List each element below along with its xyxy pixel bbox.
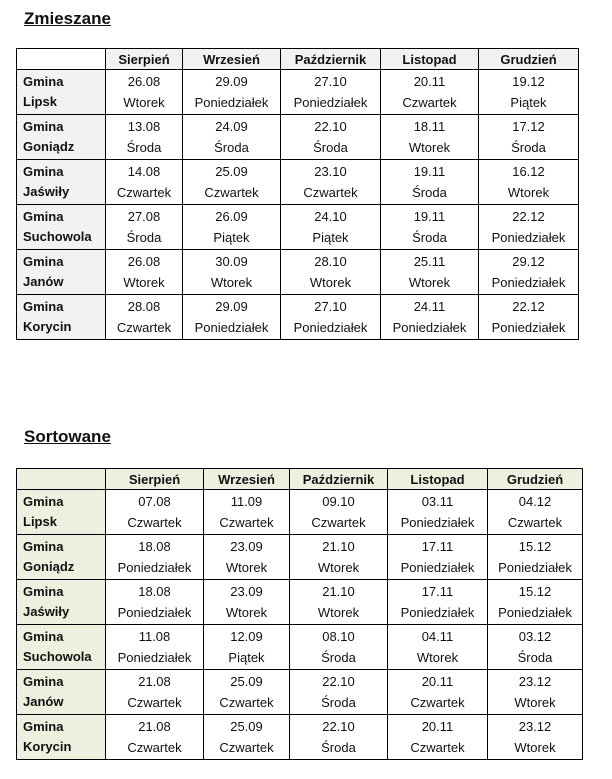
municipality-name: Korycin	[23, 739, 72, 754]
collection-date: 09.10	[322, 494, 355, 509]
month-header: Grudzień	[479, 49, 579, 70]
collection-cell	[290, 535, 388, 580]
collection-weekday: Poniedziałek	[491, 320, 566, 335]
collection-date: 23.12	[518, 719, 552, 734]
collection-cell	[281, 160, 381, 205]
collection-date: 22.10	[314, 119, 347, 134]
collection-cell	[290, 670, 388, 715]
month-header: Październik	[281, 49, 381, 70]
collection-weekday: Poniedziałek	[400, 560, 475, 575]
municipality-cell	[17, 535, 106, 580]
municipality-prefix: Gmina	[23, 629, 64, 644]
collection-cell	[488, 580, 583, 625]
collection-weekday: Wtorek	[317, 605, 360, 620]
collection-weekday: Poniedziałek	[491, 275, 566, 290]
collection-date: 28.08	[127, 299, 161, 314]
collection-date: 26.09	[215, 209, 248, 224]
municipality-prefix: Gmina	[23, 74, 64, 89]
municipality-name: Korycin	[23, 319, 72, 334]
collection-weekday: Poniedziałek	[498, 560, 572, 575]
collection-cell	[106, 160, 183, 205]
municipality-cell	[17, 670, 106, 715]
table-row	[17, 160, 579, 205]
schedule-table-sortowane	[16, 468, 583, 760]
collection-weekday: Piątek	[228, 650, 265, 665]
collection-weekday: Czwartek	[127, 695, 182, 710]
collection-cell	[388, 580, 488, 625]
table-row	[17, 70, 579, 115]
municipality-name: Suchowola	[23, 229, 92, 244]
collection-weekday: Środa	[412, 185, 447, 200]
municipality-cell	[17, 250, 106, 295]
table-row	[17, 250, 579, 295]
collection-date: 03.12	[518, 629, 552, 644]
collection-cell	[388, 670, 488, 715]
collection-date: 26.08	[127, 254, 161, 269]
collection-cell	[204, 580, 290, 625]
collection-weekday: Poniedziałek	[194, 320, 269, 335]
municipality-name: Goniądz	[23, 139, 75, 154]
collection-date: 03.11	[421, 494, 454, 509]
collection-date: 21.10	[322, 539, 355, 554]
collection-cell	[183, 295, 281, 340]
municipality-name: Janów	[23, 694, 64, 709]
municipality-cell	[17, 205, 106, 250]
collection-weekday: Środa	[126, 230, 162, 245]
collection-cell	[388, 715, 488, 760]
collection-weekday: Piątek	[213, 230, 250, 245]
collection-weekday: Wtorek	[317, 560, 360, 575]
collection-cell	[388, 535, 488, 580]
month-header: Listopad	[381, 49, 479, 70]
collection-weekday: Wtorek	[408, 275, 451, 290]
collection-date: 17.11	[421, 539, 454, 554]
municipality-prefix: Gmina	[23, 299, 64, 314]
collection-weekday: Czwartek	[410, 695, 465, 710]
municipality-name: Jaświły	[23, 604, 70, 619]
collection-weekday: Środa	[126, 140, 162, 155]
collection-cell	[290, 580, 388, 625]
collection-cell	[381, 205, 479, 250]
month-header: Październik	[290, 469, 388, 490]
collection-cell	[290, 625, 388, 670]
municipality-prefix: Gmina	[23, 674, 64, 689]
municipality-prefix: Gmina	[23, 539, 64, 554]
collection-date: 13.08	[127, 119, 161, 134]
collection-cell	[381, 160, 479, 205]
collection-date: 20.11	[413, 74, 446, 89]
collection-weekday: Wtorek	[123, 275, 165, 290]
collection-weekday: Czwartek	[116, 185, 172, 200]
collection-weekday: Środa	[517, 650, 553, 665]
collection-date: 12.09	[230, 629, 263, 644]
collection-weekday: Poniedziałek	[117, 560, 192, 575]
municipality-name: Suchowola	[23, 649, 92, 664]
municipality-cell	[17, 70, 106, 115]
municipality-prefix: Gmina	[23, 494, 64, 509]
collection-cell	[106, 715, 204, 760]
collection-cell	[488, 625, 583, 670]
collection-date: 21.08	[138, 674, 171, 689]
header-row	[17, 469, 583, 490]
collection-cell	[479, 205, 579, 250]
collection-weekday: Środa	[321, 695, 356, 710]
collection-cell	[106, 295, 183, 340]
collection-cell	[381, 115, 479, 160]
table-row	[17, 580, 583, 625]
collection-weekday: Środa	[321, 740, 356, 755]
collection-date: 20.11	[421, 674, 454, 689]
collection-date: 23.09	[230, 539, 263, 554]
collection-cell	[106, 205, 183, 250]
collection-cell	[479, 70, 579, 115]
collection-date: 20.11	[421, 719, 454, 734]
collection-date: 27.08	[127, 209, 161, 224]
collection-cell	[381, 70, 479, 115]
collection-weekday: Czwartek	[219, 515, 274, 530]
table-row	[17, 490, 583, 535]
collection-weekday: Wtorek	[309, 275, 352, 290]
collection-weekday: Czwartek	[410, 740, 465, 755]
collection-cell	[204, 625, 290, 670]
collection-weekday: Środa	[511, 140, 546, 155]
collection-weekday: Wtorek	[210, 275, 253, 290]
collection-weekday: Poniedziałek	[392, 320, 467, 335]
collection-cell	[281, 250, 381, 295]
collection-weekday: Czwartek	[507, 515, 563, 530]
collection-date: 29.09	[215, 74, 248, 89]
collection-cell	[488, 490, 583, 535]
municipality-name: Lipsk	[23, 514, 57, 529]
municipality-prefix: Gmina	[23, 254, 64, 269]
collection-cell	[488, 535, 583, 580]
collection-date: 27.10	[314, 74, 347, 89]
collection-date: 21.10	[322, 584, 355, 599]
collection-weekday: Piątek	[510, 95, 547, 110]
collection-date: 14.08	[127, 164, 161, 179]
collection-cell	[290, 490, 388, 535]
collection-weekday: Poniedziałek	[400, 605, 475, 620]
municipality-cell	[17, 490, 106, 535]
collection-date: 17.12	[512, 119, 545, 134]
collection-date: 16.12	[512, 164, 545, 179]
header-row	[17, 49, 579, 70]
collection-date: 26.08	[127, 74, 161, 89]
collection-cell	[106, 250, 183, 295]
collection-weekday: Czwartek	[219, 695, 274, 710]
municipality-prefix: Gmina	[23, 719, 64, 734]
collection-weekday: Wtorek	[225, 605, 268, 620]
municipality-cell	[17, 580, 106, 625]
municipality-prefix: Gmina	[23, 164, 64, 179]
month-header: Grudzień	[488, 469, 583, 490]
municipality-name: Janów	[23, 274, 64, 289]
collection-cell	[106, 490, 204, 535]
collection-weekday: Poniedziałek	[117, 605, 192, 620]
collection-cell	[204, 535, 290, 580]
municipality-name: Goniądz	[23, 559, 75, 574]
collection-weekday: Wtorek	[225, 560, 268, 575]
collection-date: 18.11	[413, 119, 446, 134]
table-row	[17, 715, 583, 760]
header-corner-cell	[17, 469, 106, 490]
municipality-name: Jaświły	[23, 184, 70, 199]
collection-cell	[479, 295, 579, 340]
collection-date: 25.09	[230, 674, 263, 689]
collection-date: 18.08	[138, 539, 171, 554]
collection-date: 21.08	[138, 719, 171, 734]
collection-date: 08.10	[322, 629, 355, 644]
municipality-cell	[17, 160, 106, 205]
collection-weekday: Środa	[214, 140, 249, 155]
municipality-prefix: Gmina	[23, 584, 64, 599]
collection-weekday: Czwartek	[127, 515, 182, 530]
collection-weekday: Czwartek	[219, 740, 274, 755]
collection-date: 04.12	[518, 494, 552, 509]
collection-date: 29.09	[215, 299, 248, 314]
collection-cell	[479, 115, 579, 160]
collection-date: 11.09	[230, 494, 263, 509]
section-title-sortowane: Sortowane	[24, 427, 111, 446]
collection-weekday: Wtorek	[514, 695, 556, 710]
collection-cell	[388, 625, 488, 670]
collection-cell	[183, 115, 281, 160]
collection-cell	[183, 205, 281, 250]
collection-date: 17.11	[421, 584, 454, 599]
month-header: Wrzesień	[183, 49, 281, 70]
collection-weekday: Poniedziałek	[293, 320, 368, 335]
collection-cell	[106, 70, 183, 115]
collection-weekday: Poniedziałek	[194, 95, 269, 110]
collection-weekday: Piątek	[312, 230, 349, 245]
table-row	[17, 670, 583, 715]
collection-date: 22.12	[512, 299, 545, 314]
collection-cell	[106, 670, 204, 715]
collection-weekday: Wtorek	[123, 95, 165, 110]
table-row	[17, 535, 583, 580]
collection-date: 29.12	[512, 254, 545, 269]
month-header: Listopad	[388, 469, 488, 490]
collection-cell	[183, 70, 281, 115]
collection-cell	[183, 250, 281, 295]
collection-weekday: Czwartek	[402, 95, 457, 110]
collection-date: 15.12	[518, 584, 552, 599]
month-header: Sierpień	[106, 49, 183, 70]
collection-weekday: Czwartek	[127, 740, 182, 755]
collection-weekday: Poniedziałek	[400, 515, 475, 530]
collection-date: 24.09	[215, 119, 248, 134]
collection-weekday: Wtorek	[416, 650, 459, 665]
collection-weekday: Środa	[412, 230, 447, 245]
collection-date: 19.12	[512, 74, 545, 89]
municipality-cell	[17, 295, 106, 340]
municipality-prefix: Gmina	[23, 209, 64, 224]
collection-weekday: Wtorek	[514, 740, 556, 755]
collection-cell	[488, 670, 583, 715]
collection-cell	[281, 70, 381, 115]
collection-cell	[106, 580, 204, 625]
collection-cell	[106, 115, 183, 160]
collection-date: 15.12	[518, 539, 552, 554]
municipality-name: Lipsk	[23, 94, 57, 109]
collection-date: 24.10	[314, 209, 347, 224]
collection-weekday: Środa	[313, 140, 348, 155]
table-row	[17, 295, 579, 340]
collection-cell	[479, 160, 579, 205]
collection-cell	[204, 670, 290, 715]
collection-cell	[381, 250, 479, 295]
collection-cell	[281, 115, 381, 160]
collection-date: 23.10	[314, 164, 347, 179]
schedule-table-zmieszane	[16, 48, 579, 340]
collection-date: 07.08	[138, 494, 171, 509]
collection-weekday: Czwartek	[311, 515, 366, 530]
collection-date: 11.08	[138, 629, 171, 644]
month-header: Wrzesień	[204, 469, 290, 490]
table-row	[17, 115, 579, 160]
collection-weekday: Wtorek	[408, 140, 451, 155]
collection-cell	[281, 205, 381, 250]
collection-date: 04.11	[421, 629, 454, 644]
collection-date: 25.11	[413, 254, 446, 269]
collection-date: 28.10	[314, 254, 347, 269]
municipality-cell	[17, 625, 106, 670]
collection-date: 24.11	[413, 299, 446, 314]
collection-cell	[290, 715, 388, 760]
collection-date: 19.11	[413, 209, 446, 224]
collection-date: 25.09	[230, 719, 263, 734]
collection-weekday: Środa	[321, 650, 356, 665]
collection-date: 22.10	[322, 674, 355, 689]
collection-cell	[479, 250, 579, 295]
collection-weekday: Wtorek	[507, 185, 550, 200]
collection-weekday: Poniedziałek	[293, 95, 368, 110]
collection-cell	[488, 715, 583, 760]
table-row	[17, 205, 579, 250]
collection-weekday: Poniedziałek	[498, 605, 572, 620]
section-title-zmieszane: Zmieszane	[24, 9, 111, 28]
month-header: Sierpień	[106, 469, 204, 490]
municipality-prefix: Gmina	[23, 119, 64, 134]
municipality-cell	[17, 715, 106, 760]
collection-date: 18.08	[138, 584, 171, 599]
collection-cell	[204, 715, 290, 760]
header-corner-cell	[17, 49, 106, 70]
collection-cell	[106, 535, 204, 580]
collection-weekday: Czwartek	[116, 320, 172, 335]
collection-cell	[106, 625, 204, 670]
collection-date: 19.11	[413, 164, 446, 179]
table-row	[17, 625, 583, 670]
collection-date: 27.10	[314, 299, 347, 314]
collection-date: 30.09	[215, 254, 248, 269]
collection-weekday: Poniedziałek	[491, 230, 566, 245]
collection-date: 23.12	[518, 674, 552, 689]
collection-date: 22.10	[322, 719, 355, 734]
collection-date: 25.09	[215, 164, 248, 179]
collection-cell	[183, 160, 281, 205]
collection-cell	[381, 295, 479, 340]
collection-cell	[388, 490, 488, 535]
collection-date: 23.09	[230, 584, 263, 599]
collection-weekday: Czwartek	[303, 185, 358, 200]
collection-weekday: Poniedziałek	[117, 650, 192, 665]
collection-cell	[281, 295, 381, 340]
collection-cell	[204, 490, 290, 535]
collection-weekday: Czwartek	[204, 185, 259, 200]
municipality-cell	[17, 115, 106, 160]
collection-date: 22.12	[512, 209, 545, 224]
